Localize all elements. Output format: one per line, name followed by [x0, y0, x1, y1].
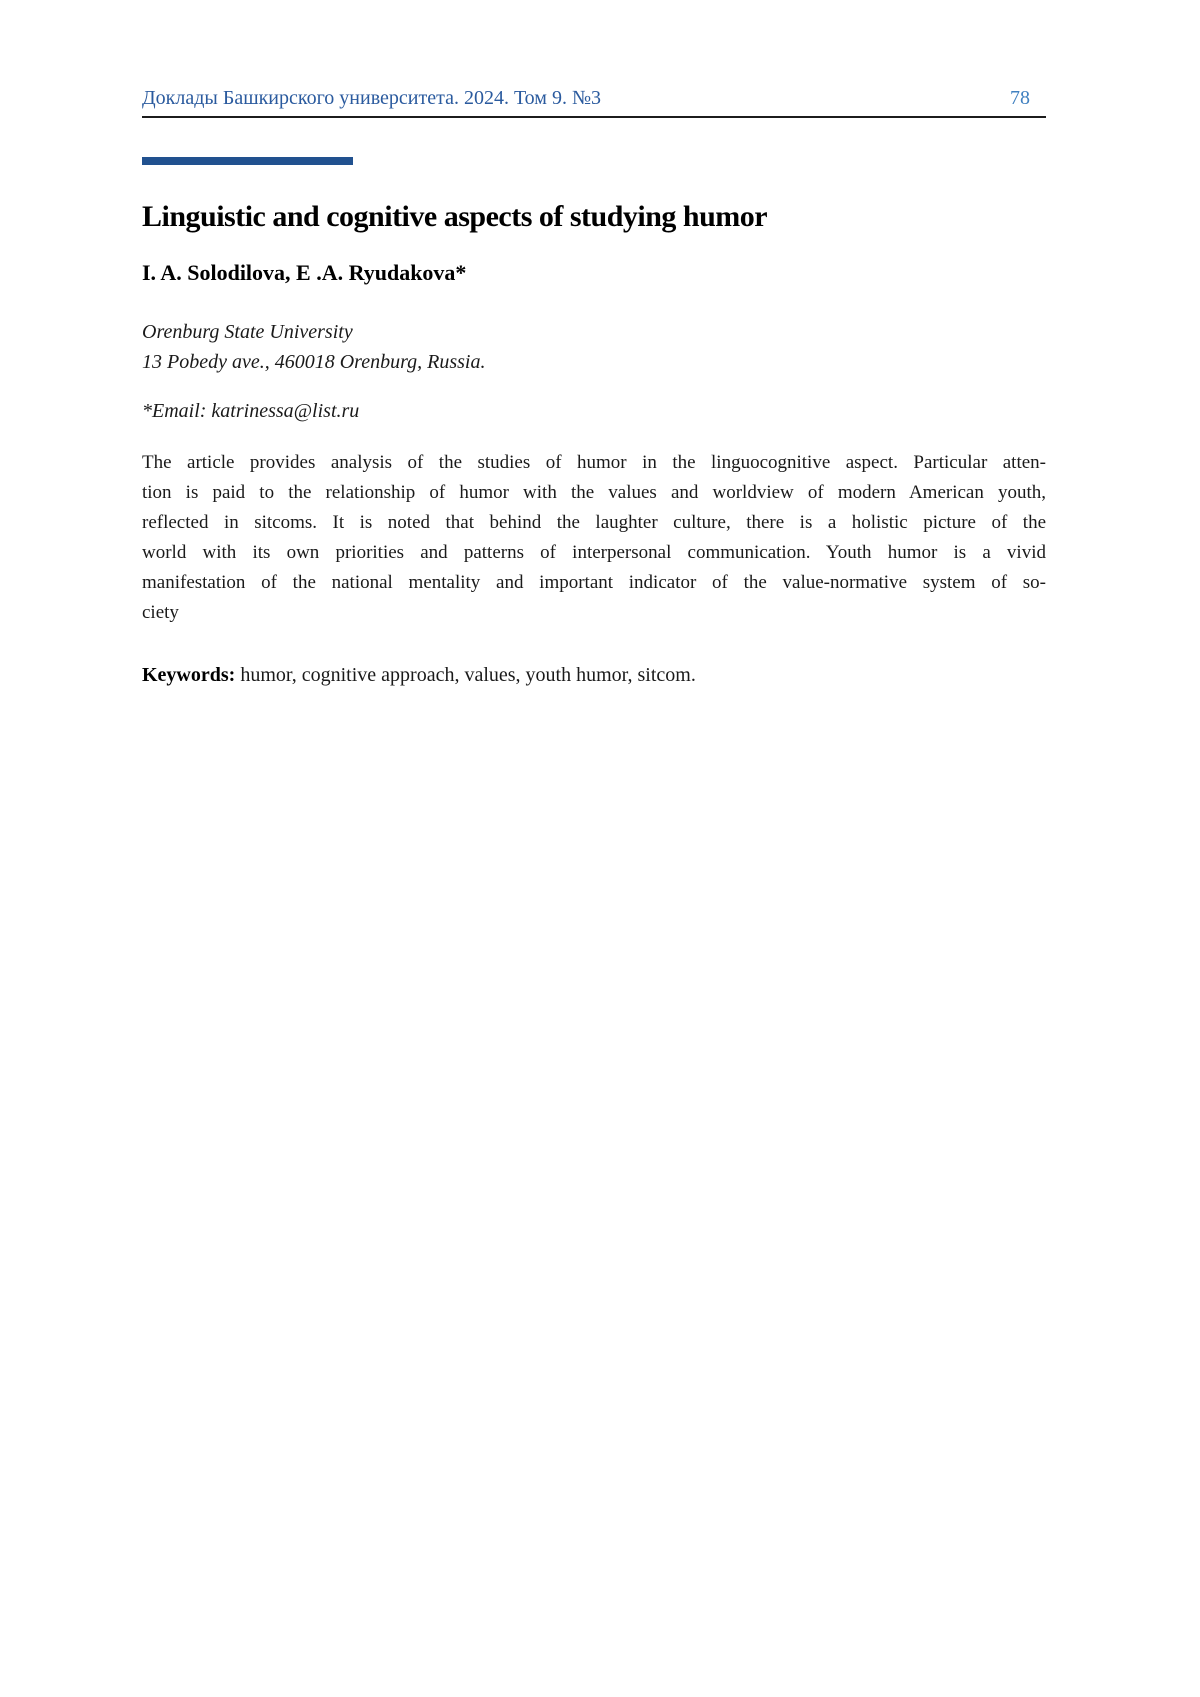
page-number: 78 — [1010, 87, 1030, 109]
keywords-line — [142, 660, 1046, 690]
abstract-paragraph — [142, 448, 1046, 628]
affiliation-address: 13 Pobedy ave., 460018 Orenburg, Russia. — [142, 351, 486, 373]
header-rule — [142, 116, 1046, 118]
abstract-line: ciety — [142, 602, 179, 623]
email-line: *Email: katrinessa@list.ru — [142, 400, 360, 422]
keywords-label: Keywords: — [142, 664, 236, 686]
abstract-line: world with its own priorities and patterns of interpersonal communication. Youth humor is a vivid — [142, 542, 1046, 563]
abstract-line: The article provides analysis of the studies of humor in the linguocognitive aspect. Particular atten- — [142, 452, 1046, 473]
abstract-line: reflected in sitcoms. It is noted that behind the laughter culture, there is a holistic picture of the — [142, 512, 1046, 533]
article-title: Linguistic and cognitive aspects of studying humor — [142, 200, 768, 233]
journal-header-text: Доклады Башкирского университета. 2024. Том 9. №3 — [142, 87, 602, 109]
keywords-text: humor, cognitive approach, values, youth humor, sitcom. — [235, 664, 696, 686]
authors-line: I. A. Solodilova, E .A. Ryudakova* — [142, 260, 467, 285]
abstract-line: tion is paid to the relationship of humor with the values and worldview of modern American youth, — [142, 482, 1046, 503]
affiliation-institution: Orenburg State University — [142, 321, 353, 343]
running-header — [142, 86, 1046, 110]
abstract-line: manifestation of the national mentality and important indicator of the value-normative system of so- — [142, 572, 1046, 593]
accent-bar — [142, 157, 353, 165]
affiliation-block — [142, 317, 1046, 377]
